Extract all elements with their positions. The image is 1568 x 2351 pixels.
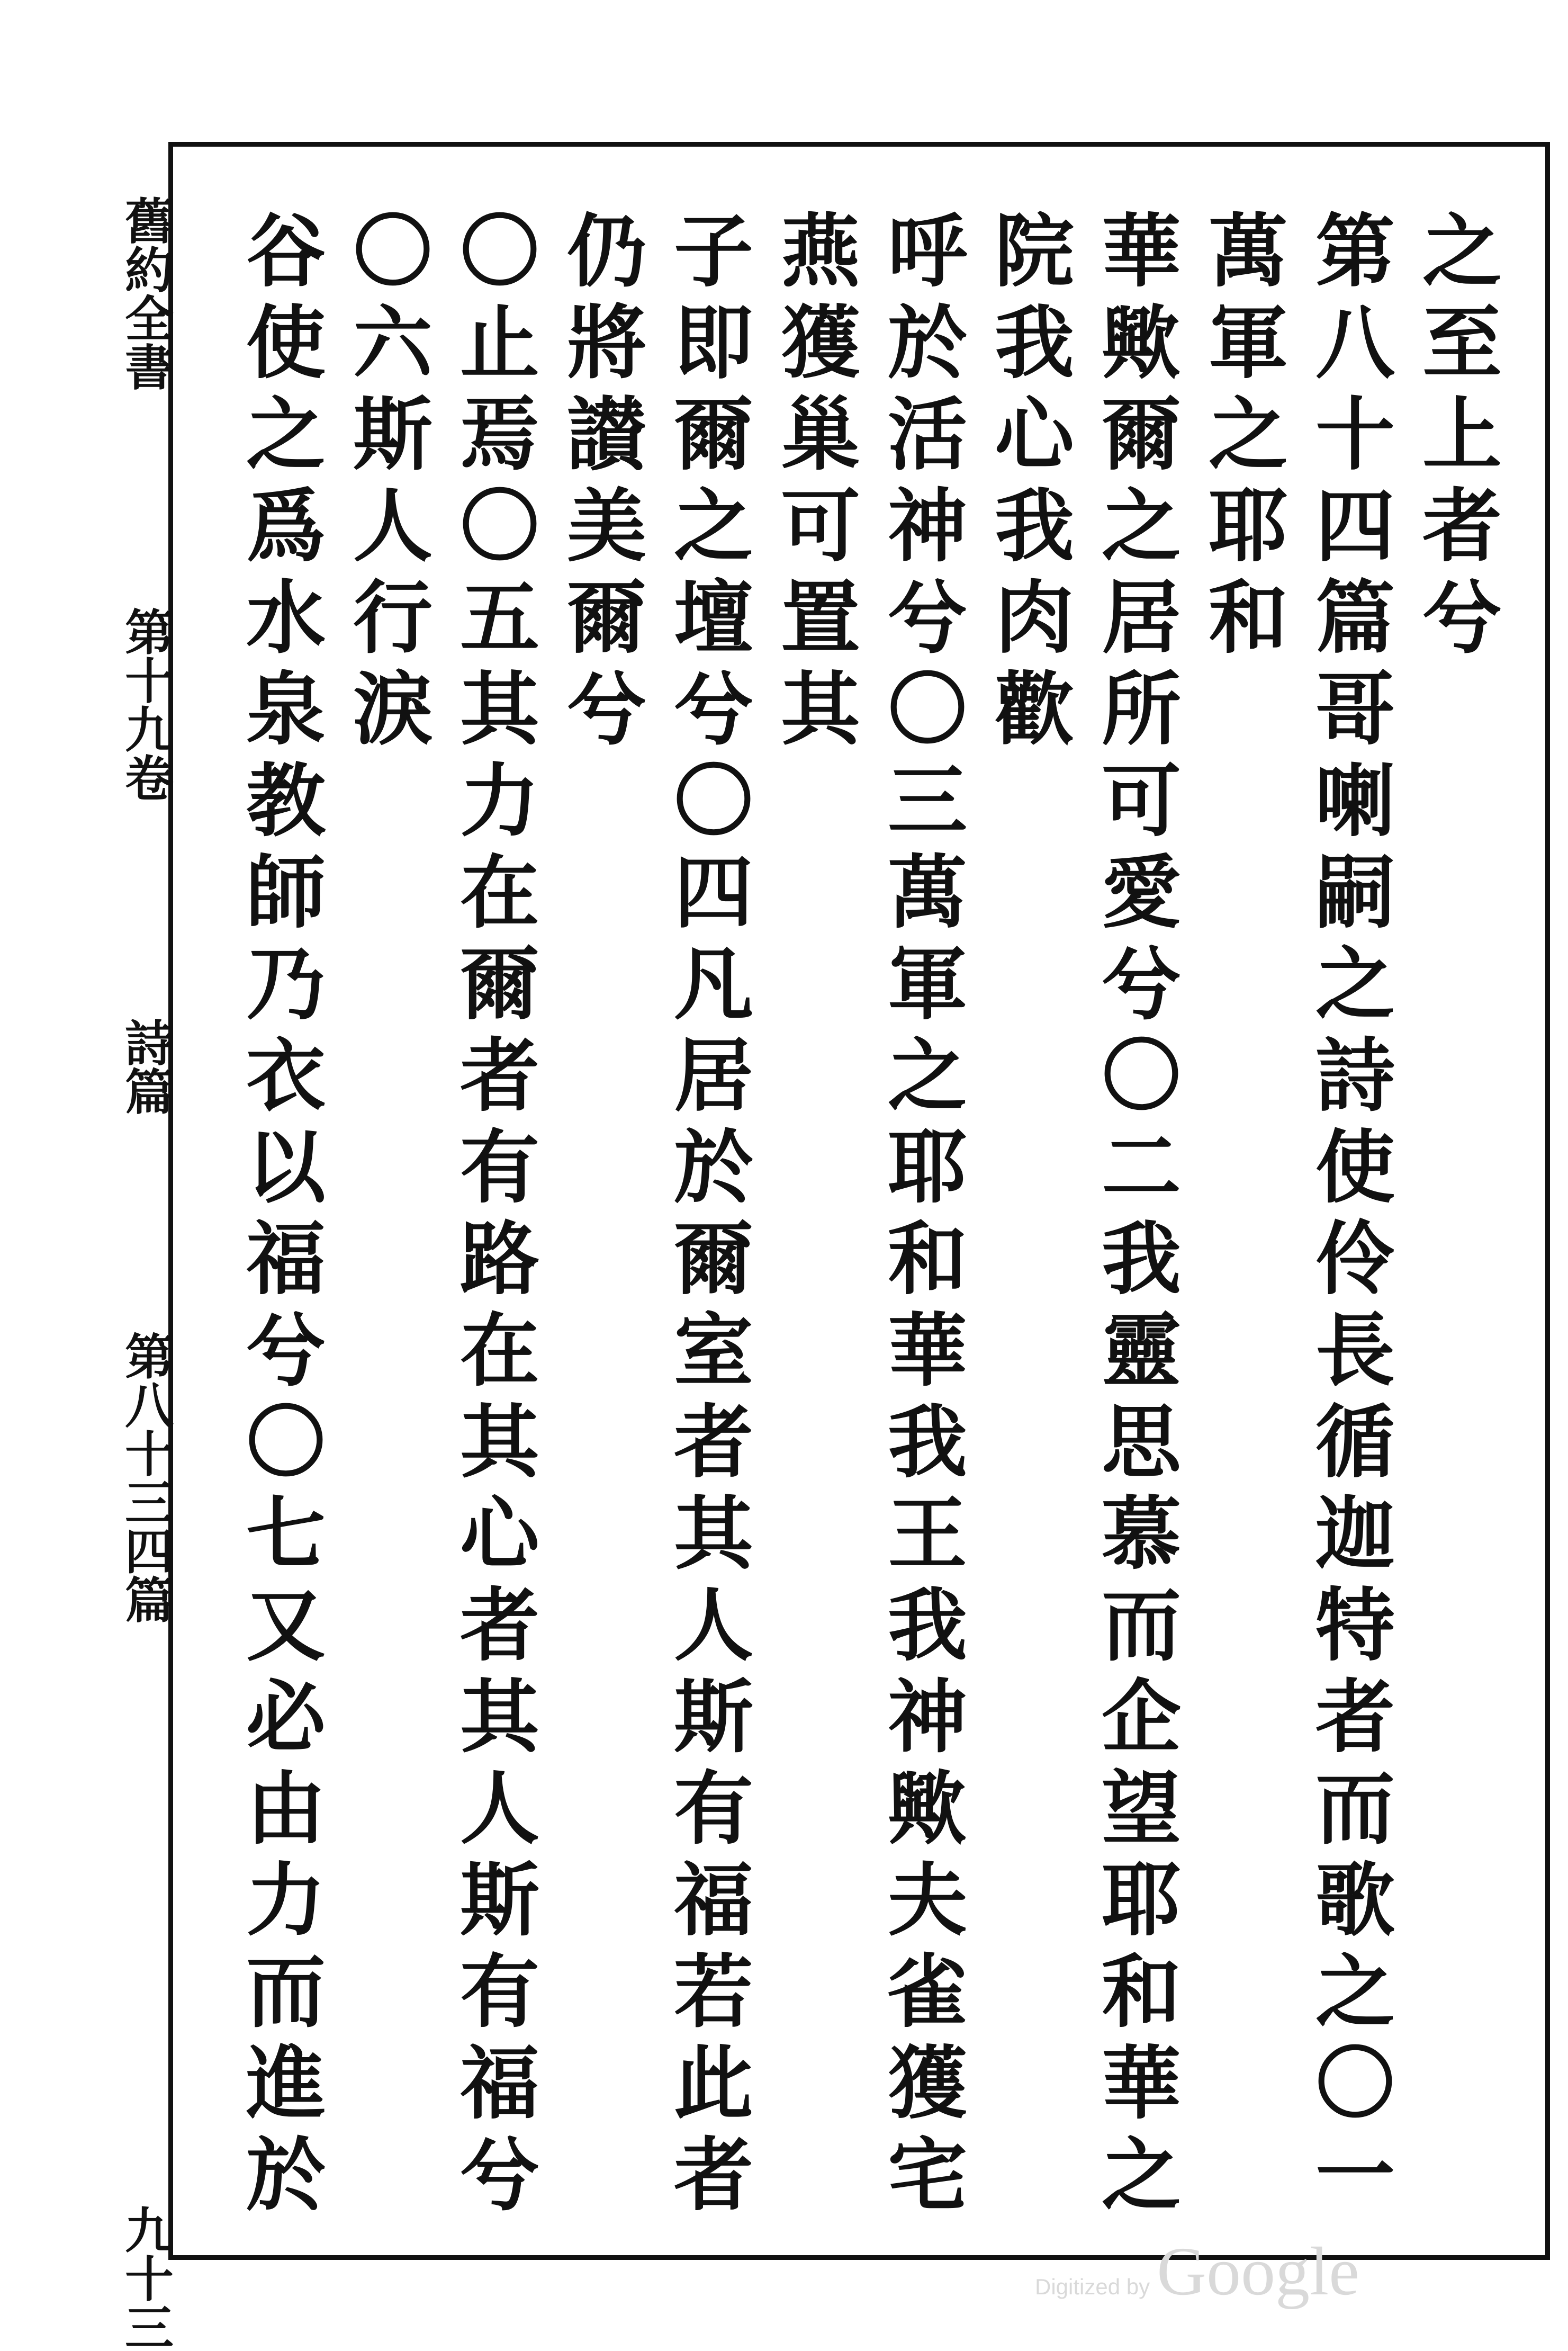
- digitized-watermark: [1035, 2232, 1511, 2311]
- body-line: 華歟爾之居所可愛兮〇二我靈思慕而企望耶和華之院我心我肉歡: [981, 209, 1181, 2224]
- body-line: 子即爾之壇兮〇四凡居於爾室者其人斯有福若此者仍將讃美爾兮: [553, 209, 753, 2224]
- body-text: [222, 209, 1509, 2232]
- body-line: 〇止焉〇五其力在爾者有路在其心者其人斯有福兮〇六斯人行淚: [339, 209, 539, 2224]
- running-head-section: 詩篇: [117, 1018, 174, 1115]
- running-head-chapters: 第八十三四篇: [117, 1331, 174, 1623]
- body-line: 第八十四篇哥喇嗣之詩使伶長循迦特者而歌之〇一萬軍之耶和: [1195, 209, 1395, 2224]
- body-line: 谷使之爲水泉教師乃衣以福兮〇七又必由力而進於: [232, 209, 326, 2224]
- watermark-prefix: Digitized by: [1035, 2274, 1150, 2299]
- running-head-volume: 第十九卷: [117, 607, 174, 802]
- page-number: 九十三: [117, 2205, 174, 2351]
- body-line: 之至上者兮: [1409, 209, 1502, 667]
- watermark-brand: Google: [1157, 2233, 1359, 2310]
- body-line: 呼於活神兮〇三萬軍之耶和華我王我神歟夫雀獲宅燕獲巢可置其: [767, 209, 967, 2224]
- running-head-book: 舊約全書: [117, 196, 174, 391]
